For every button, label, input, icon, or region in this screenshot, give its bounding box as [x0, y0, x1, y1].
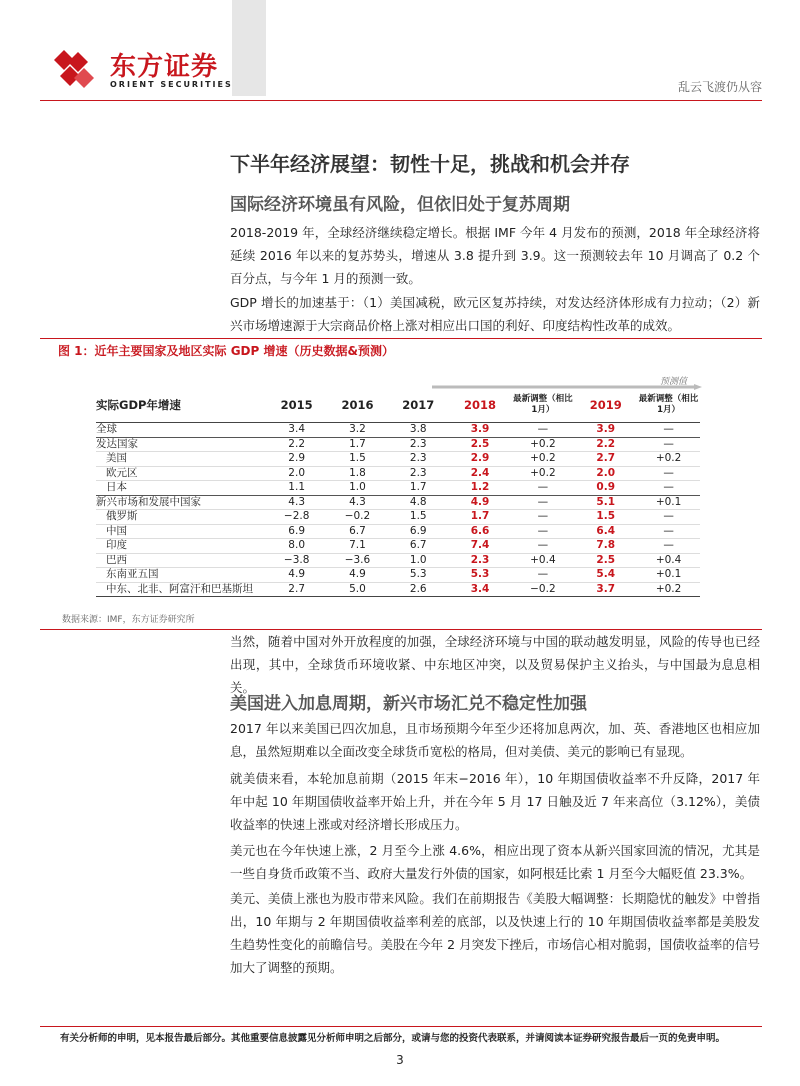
table-row	[96, 539, 700, 554]
table-cell: 7.1	[349, 539, 366, 551]
table-cell: 3.9	[596, 423, 616, 435]
table-cell: —	[537, 481, 549, 493]
table-cell: 2.3	[409, 452, 427, 464]
table-cell: 5.3	[470, 568, 490, 580]
table-cell: 6.9	[288, 524, 305, 537]
table-cell: 2.3	[409, 466, 427, 479]
table-row	[96, 437, 700, 452]
table-row	[96, 568, 700, 583]
paragraph-5: 就美债来看，本轮加息前期（2015 年末−2016 年），10 年期国债收益率不升反降，2017 年年中起 10 年期国债收益率开始上升，并在今年 5 月 17 日触及近 7 年来高位（3.12%），美债收益率的快速上涨或对经济增长形成压力。	[230, 771, 760, 832]
table-cell: 8.0	[288, 539, 305, 551]
table-cell: 0.9	[596, 481, 616, 493]
table-cell: 2.9	[470, 452, 490, 464]
footer-rule	[40, 1026, 762, 1027]
table-cell: —	[537, 524, 549, 537]
row-label: 中国	[106, 524, 127, 537]
header-2018: 2018	[464, 398, 497, 412]
table-cell: 5.0	[349, 582, 366, 595]
projection-label: 预测值	[660, 377, 688, 387]
table-cell: 6.4	[596, 524, 616, 537]
paragraph-3: 当然，随着中国对外开放程度的加强，全球经济环境与中国的联动越发明显，风险的传导也已经出现，其中，全球货币环境收紧、中东地区冲突，以及贸易保护主义抬头，与中国最为息息相关。	[230, 634, 760, 695]
table-cell: —	[663, 466, 674, 479]
table-cell: —	[663, 481, 674, 493]
table-cell: 2.5	[470, 437, 490, 450]
table-row	[96, 510, 700, 525]
row-label: 东南亚五国	[106, 568, 159, 580]
table-cell: 4.3	[349, 495, 366, 508]
table-cell: 4.9	[288, 568, 305, 580]
table-cell: —	[537, 510, 549, 522]
header-2017: 2017	[402, 398, 435, 412]
table-cell: 7.4	[470, 539, 490, 551]
table-cell: 1.1	[288, 481, 305, 493]
table-cell: 2.4	[470, 466, 490, 479]
subsection-title-1: 国际经济环境虽有风险，但依旧处于复苏周期	[230, 195, 570, 215]
row-label: 新兴市场和发展中国家	[96, 495, 201, 508]
table-cell: 5.4	[596, 568, 616, 580]
table-cell: 1.0	[349, 481, 366, 493]
table-cell: 6.7	[409, 539, 427, 551]
table-cell: 2.7	[596, 452, 616, 464]
table-cell: 3.9	[470, 423, 490, 435]
row-label: 美国	[106, 452, 127, 464]
table-cell: −0.2	[344, 510, 371, 522]
table-cell: −3.8	[283, 553, 310, 566]
table-cell: +0.2	[530, 437, 556, 450]
gdp-growth-table	[96, 388, 700, 597]
orient-logo-icon	[50, 46, 100, 90]
table-cell: 3.2	[349, 423, 366, 435]
footer-disclaimer: 有关分析师的申明，见本报告最后部分。其他重要信息披露见分析师申明之后部分，或请与您的投资代表联系，并请阅读本证券研究报告最后一页的免责申明。	[60, 1033, 726, 1044]
table-cell: 3.8	[409, 423, 427, 435]
table-cell: +0.1	[655, 495, 682, 508]
table-cell: 6.6	[470, 524, 490, 537]
table-cell: +0.2	[530, 466, 556, 479]
table-cell: 6.9	[409, 524, 427, 537]
table-cell: 2.2	[288, 437, 305, 450]
table-cell: 3.7	[596, 582, 616, 595]
table-cell: 4.9	[470, 495, 490, 508]
table-cell: —	[663, 524, 674, 537]
table-cell: 6.7	[349, 524, 366, 537]
table-cell: 5.1	[596, 495, 616, 508]
row-label: 发达国家	[96, 437, 138, 450]
table-cell: +0.2	[655, 452, 682, 464]
header-slogan: 乱云飞渡仍从容	[677, 80, 762, 94]
table-row	[96, 452, 700, 467]
row-label: 中东、北非、阿富汗和巴基斯坦	[106, 582, 253, 595]
table-row	[96, 466, 700, 481]
table-cell: +0.2	[655, 582, 682, 595]
figure-source: 数据来源：IMF，东方证券研究所	[62, 615, 195, 625]
header-2019: 2019	[589, 398, 622, 412]
table-cell: −3.6	[344, 553, 371, 566]
table-row	[96, 481, 700, 496]
table-cell: 2.6	[409, 582, 427, 595]
row-label: 俄罗斯	[106, 510, 138, 522]
table-cell: 1.5	[409, 510, 427, 522]
table-cell: 7.8	[596, 539, 616, 551]
table-cell: +0.2	[530, 452, 556, 464]
table-cell: +0.4	[655, 553, 682, 566]
table-cell: —	[537, 495, 549, 508]
paragraph-7: 美元、美债上涨也为股市带来风险。我们在前期报告《美股大幅调整：长期隐忧的触发》中曾指出，10 年期与 2 年期国债收益率利差的底部，以及快速上行的 10 年期国债收益率都是美股发生趋势性变化的前瞻信号。美股在今年 2 月突发下挫后，市场信心相对脆弱，国债收益率的信号加大了调整的预期。	[230, 891, 760, 975]
paragraph-2: GDP 增长的加速基于：（1）美国减税，欧元区复苏持续，对发达经济体形成有力拉动；（2）新兴市场增速源于大宗商品价格上涨对相应出口国的利好、印度结构性改革的成效。	[230, 295, 760, 333]
row-label: 印度	[106, 539, 127, 551]
row-label: 日本	[106, 481, 127, 493]
header-divider	[40, 100, 762, 101]
row-label: 欧元区	[106, 466, 138, 479]
table-cell: 2.7	[288, 582, 305, 595]
header-adj-2019: 最新调整（相比1月）	[638, 394, 699, 415]
table-cell: —	[537, 423, 549, 435]
table-cell: 2.0	[288, 466, 305, 479]
table-cell: 1.5	[596, 510, 616, 522]
table-row	[96, 582, 700, 597]
table-cell: —	[663, 423, 674, 435]
paragraph-1: 2018-2019 年，全球经济继续稳定增长。根据 IMF 今年 4 月发布的预测，2018 年全球经济将延续 2016 年以来的复苏势头，增速从 3.8 提升到 3.9。这一预测较去年 10 月调高了 0.2 个百分点，与今年 1 月的预测一致。	[230, 225, 760, 286]
header-label: 实际GDP年增速	[96, 398, 181, 412]
row-label: 全球	[96, 423, 117, 435]
table-cell: 5.3	[409, 568, 427, 580]
table-cell: −0.2	[530, 582, 556, 595]
table-cell: —	[537, 568, 549, 580]
table-cell: 2.9	[288, 452, 305, 464]
table-cell: —	[537, 539, 549, 551]
table-cell: 2.5	[596, 553, 616, 566]
page-number: 3	[396, 1053, 404, 1067]
table-cell: 1.7	[349, 437, 366, 450]
table-cell: 1.7	[409, 481, 427, 493]
header-2015: 2015	[280, 398, 313, 412]
table-cell: 1.0	[409, 553, 427, 566]
table-cell: +0.1	[655, 568, 682, 580]
table-row	[96, 495, 700, 510]
table-cell: —	[663, 539, 674, 551]
table-cell: 2.3	[470, 553, 490, 566]
paragraph-4: 2017 年以来美国已四次加息，且市场预期今年至少还将加息两次，加、英、香港地区也相应加息，虽然短期难以全面改变全球货币宽松的格局，但对美债、美元的影响已有显现。	[230, 721, 760, 759]
table-cell: −2.8	[283, 510, 310, 522]
table-cell: 2.2	[596, 437, 616, 450]
logo-chinese-name: 东方证券	[110, 52, 219, 82]
figure-top-rule	[40, 338, 762, 339]
table-cell: 1.8	[349, 466, 366, 479]
header-adj-2018: 最新调整（相比1月）	[513, 394, 573, 415]
table-cell: 1.2	[470, 481, 490, 493]
table-cell: 2.3	[409, 437, 427, 450]
row-label: 巴西	[106, 553, 127, 566]
table-header-row	[96, 388, 700, 423]
company-logo	[40, 38, 240, 98]
table-cell: 3.4	[470, 582, 490, 595]
table-cell: 1.5	[349, 452, 366, 464]
table-row	[96, 524, 700, 539]
table-cell: 1.7	[470, 510, 490, 522]
subsection-title-2: 美国进入加息周期，新兴市场汇兑不稳定性加强	[230, 694, 587, 714]
section-title: 下半年经济展望：韧性十足，挑战和机会并存	[230, 152, 630, 176]
table-cell: 3.4	[288, 423, 305, 435]
table-cell: —	[663, 510, 674, 522]
table-cell: 4.3	[288, 495, 305, 508]
table-cell: —	[663, 437, 674, 450]
table-cell: 2.0	[596, 466, 616, 479]
table-cell: 4.8	[409, 495, 427, 508]
logo-english-name: ORIENT SECURITIES	[110, 80, 233, 89]
table-cell: +0.4	[530, 553, 556, 566]
figure-title: 图 1：近年主要国家及地区实际 GDP 增速（历史数据&预测）	[58, 344, 394, 358]
table-row	[96, 553, 700, 568]
header-2016: 2016	[341, 398, 374, 412]
paragraph-6: 美元也在今年快速上涨，2 月至今上涨 4.6%，相应出现了资本从新兴国家回流的情况，尤其是一些自身货币政策不当、政府大量发行外债的国家，如阿根廷比索 1 月至今大幅贬值 23.3%。	[230, 843, 760, 881]
table-row	[96, 423, 700, 438]
table-cell: 4.9	[349, 568, 366, 580]
